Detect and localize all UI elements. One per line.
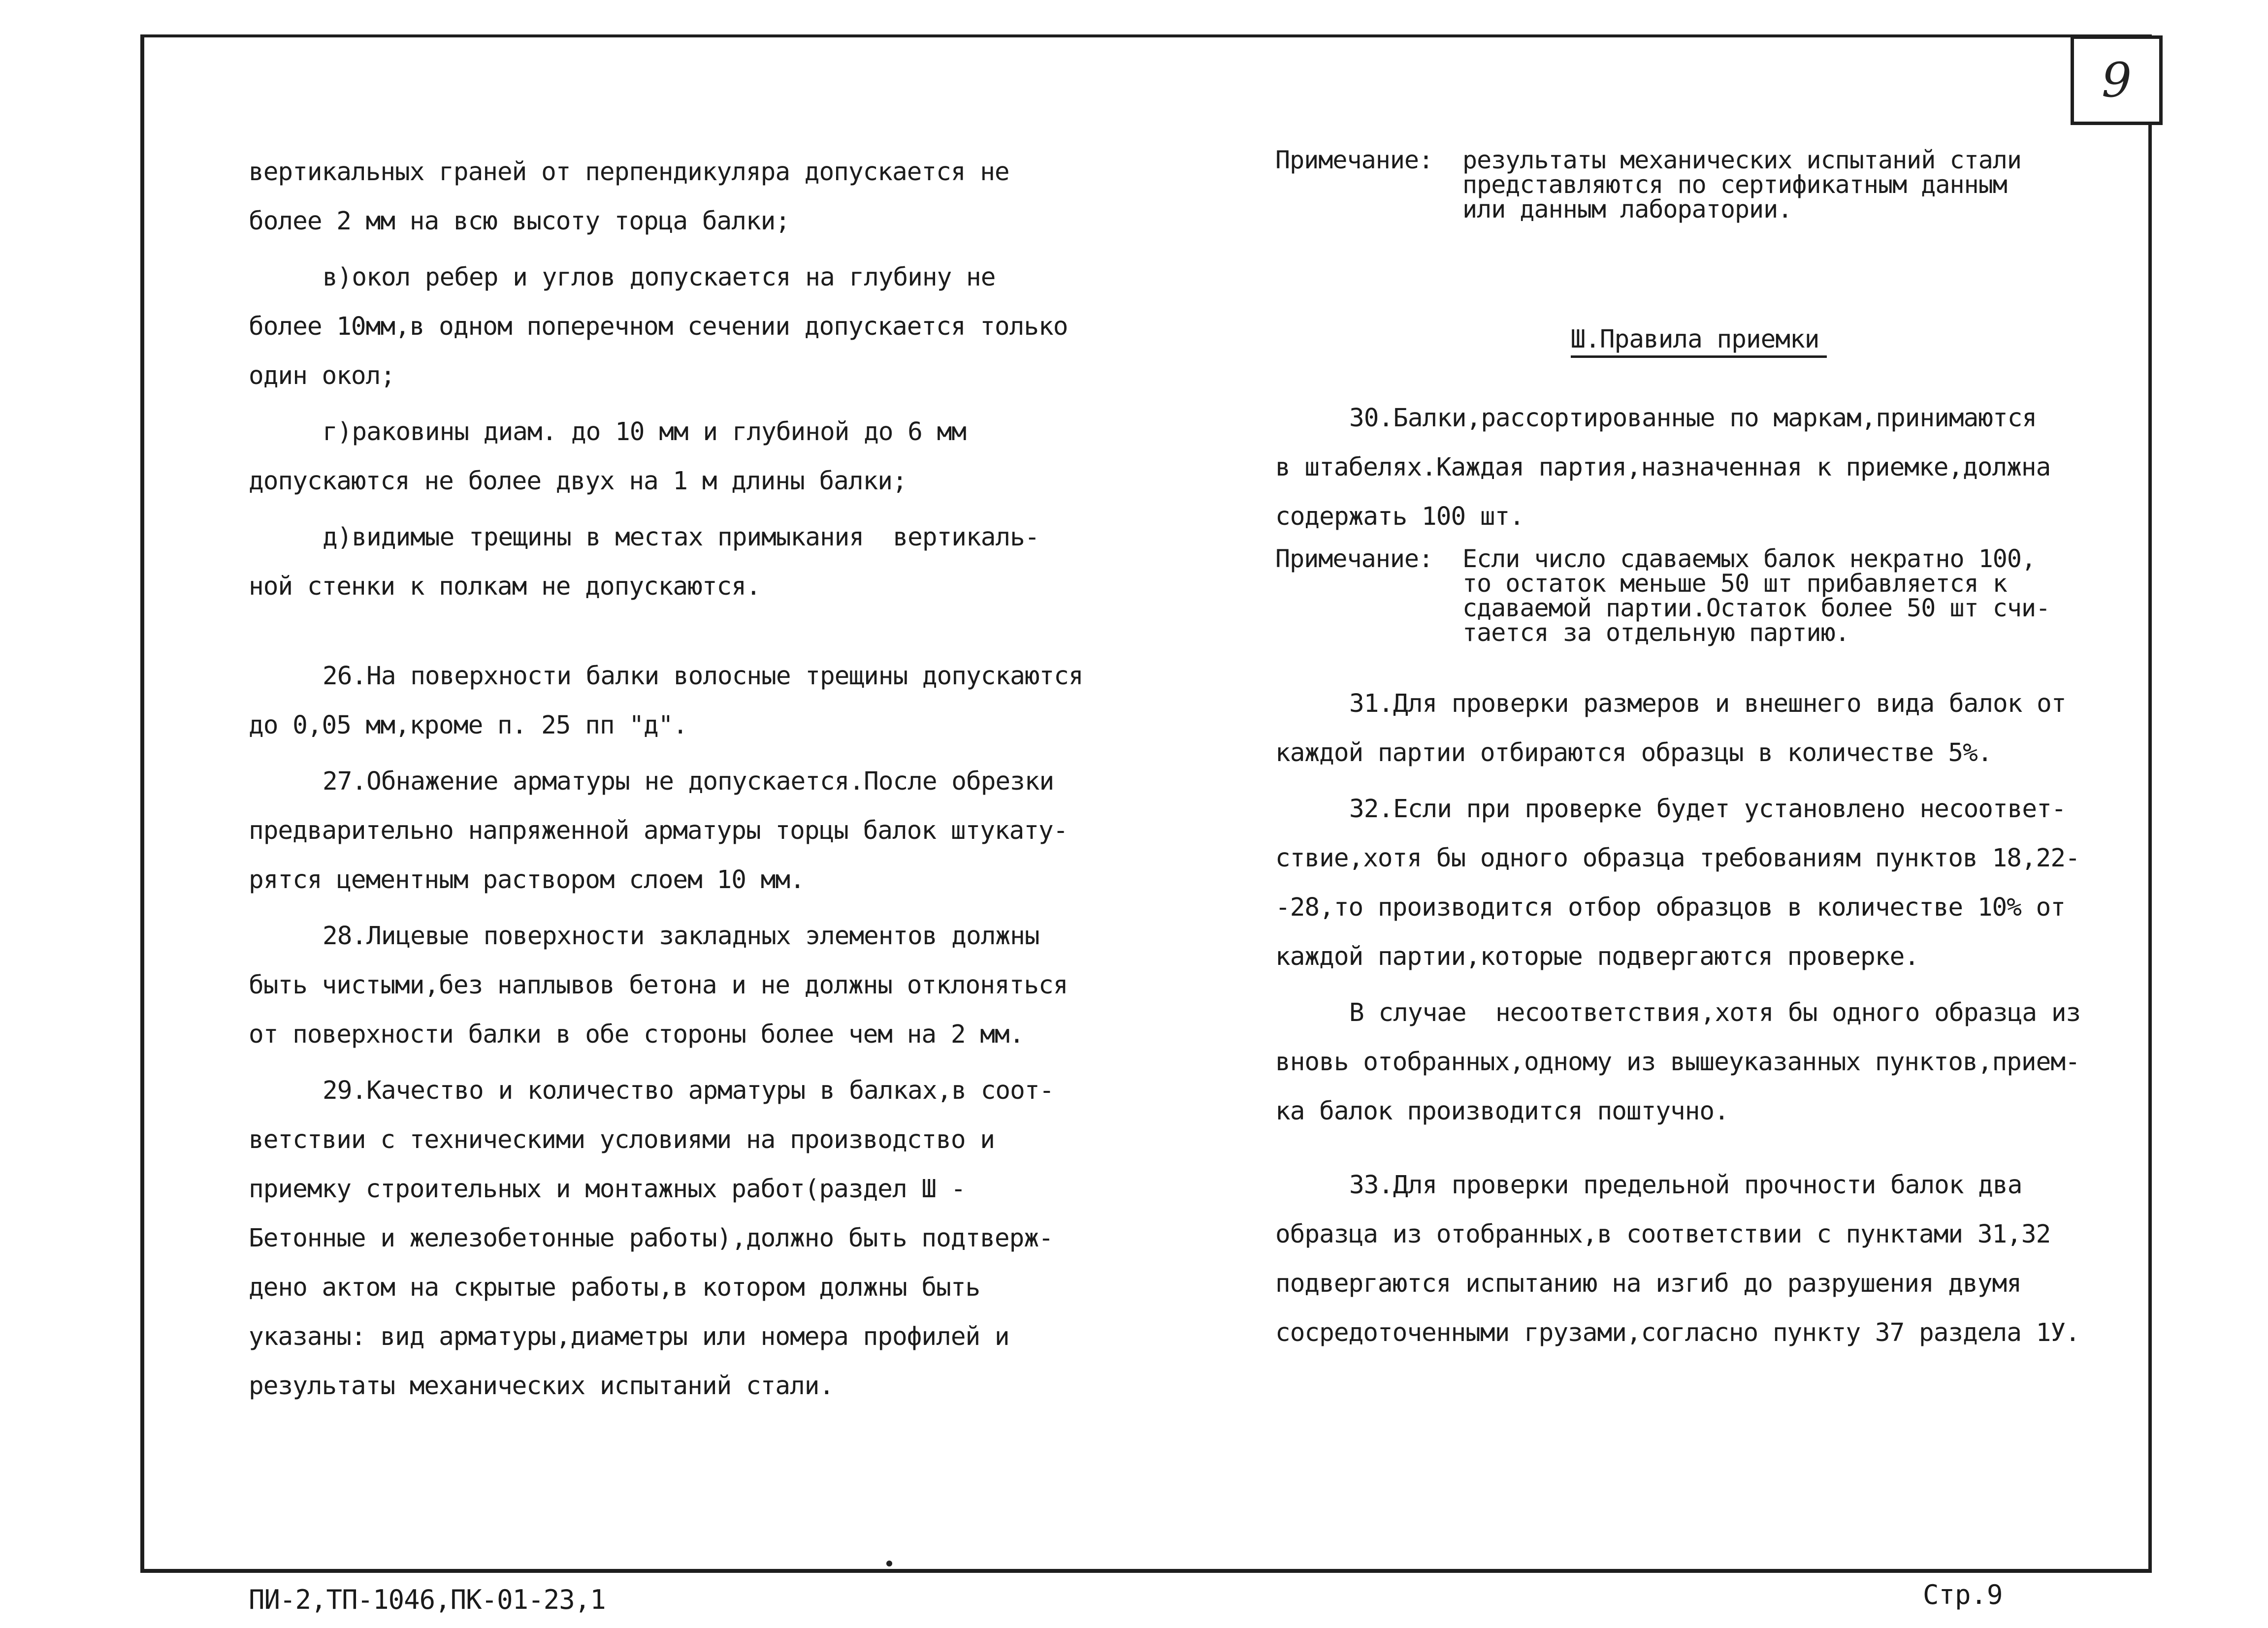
note-1 — [1275, 148, 2122, 222]
text-line: вертикальных граней от перпендикуляра допускается не — [249, 158, 1009, 187]
text-line: более 10мм,в одном поперечном сечении допускается только — [249, 312, 1068, 341]
paragraph-32b-line: В случае несоответствия,хотя бы одного образца из — [1349, 998, 2081, 1027]
document-code: ПИ-2,ТП-1046,ПК-01-23,1 — [249, 1584, 606, 1615]
note-label: Примечание: — [1275, 544, 1433, 573]
note-line: сдаваемой партии.Остаток более 50 шт счи- — [1462, 594, 2050, 622]
paragraph-26-line: до 0,05 мм,кроме п. 25 пп "д". — [249, 711, 688, 740]
note-line: тается за отдельную партию. — [1462, 618, 1849, 647]
paragraph-32b-line: ка балок производится поштучно. — [1275, 1097, 1729, 1126]
paragraph-33-line: подвергаются испытанию на изгиб до разрушения двумя — [1275, 1269, 2021, 1298]
text-line: г)раковины диам. до 10 мм и глубиной до 6 мм — [323, 417, 967, 447]
section-heading — [1275, 315, 2122, 364]
paragraph-30-line: в штабелях.Каждая партия,назначенная к приемке,должна — [1275, 453, 2051, 482]
paragraph-29-line: ветствии с техническими условиями на производство и — [249, 1125, 995, 1154]
paragraph-29-line: дено актом на скрытые работы,в котором должны быть — [249, 1273, 980, 1302]
text-line: в)окол ребер и углов допускается на глубину не — [323, 263, 996, 292]
note-line: Если число сдаваемых балок некратно 100, — [1462, 544, 2036, 573]
paragraph-32-line: ствие,хотя бы одного образца требованиям пунктов 18,22- — [1275, 844, 2080, 873]
paragraph-28-line: от поверхности балки в обе стороны более чем на 2 мм. — [249, 1020, 1024, 1049]
paragraph-33-line: образца из отобранных,в соответствии с пунктами 31,32 — [1275, 1220, 2051, 1249]
paragraph-29-line: Бетонные и железобетонные работы),должно быть подтверж- — [249, 1224, 1053, 1253]
paragraph-29-line: 29.Качество и количество арматуры в балках,в соот- — [323, 1076, 1054, 1105]
paragraph-32b-line: вновь отобранных,одному из вышеуказанных пунктов,прием- — [1275, 1048, 2080, 1077]
paragraph-30-line: 30.Балки,рассортированные по маркам,принимаются — [1349, 404, 2037, 433]
page-number: 9 — [2101, 53, 2132, 108]
paragraph-29-line: указаны: вид арматуры,диаметры или номера профилей и — [249, 1322, 1009, 1351]
paragraph-31-line: 31.Для проверки размеров и внешнего вида балок от — [1349, 689, 2066, 718]
note-line: то остаток меньше 50 шт прибавляется к — [1462, 569, 2007, 598]
paragraph-29-line: результаты механических испытаний стали. — [249, 1372, 834, 1401]
note-label: Примечание: — [1275, 146, 1433, 174]
paragraph-30-line: содержать 100 шт. — [1275, 502, 1524, 531]
note-2 — [1275, 546, 2122, 645]
note-line: или данным лаборатории. — [1462, 195, 1792, 223]
paragraph-32-line: 32.Если при проверке будет установлено несоответ- — [1349, 795, 2066, 824]
paragraph-31-line: каждой партии отбираются образцы в количестве 5%. — [1275, 738, 1992, 767]
paragraph-27-line: 27.Обнажение арматуры не допускается.После обрезки — [323, 767, 1054, 796]
paragraph-33-line: сосредоточенными грузами,согласно пункту 37 раздела 1У. — [1275, 1318, 2080, 1347]
paragraph-28-line: быть чистыми,без наплывов бетона и не должны отклоняться — [249, 971, 1068, 1000]
left-column — [249, 148, 1184, 1411]
section-heading-text: Ш.Правила приемки — [1571, 325, 1827, 358]
paragraph-29-line: приемку строительных и монтажных работ(раздел Ш - — [249, 1175, 966, 1204]
scan-mark — [886, 1561, 892, 1566]
paragraph-32-line: -28,то производится отбор образцов в количестве 10% от — [1275, 893, 2066, 922]
page-label: Стр.9 — [1923, 1579, 2003, 1610]
paragraph-33-line: 33.Для проверки предельной прочности балок два — [1349, 1171, 2022, 1200]
note-line: представляются по сертификатным данным — [1462, 170, 2007, 199]
page-number-box — [2071, 35, 2163, 125]
text-line: допускаются не более двух на 1 м длины балки; — [249, 467, 907, 496]
paragraph-32-line: каждой партии,которые подвергаются проверке. — [1275, 942, 1919, 971]
paragraph-26-line: 26.На поверхности балки волосные трещины допускаются — [323, 662, 1083, 691]
text-line: более 2 мм на всю высоту торца балки; — [249, 207, 790, 236]
right-column — [1275, 148, 2122, 1358]
text-line: один окол; — [249, 361, 395, 390]
paragraph-27-line: предварительно напряженной арматуры торцы балок штукату- — [249, 816, 1068, 845]
paragraph-28-line: 28.Лицевые поверхности закладных элементов должны — [323, 922, 1039, 951]
paragraph-27-line: рятся цементным раствором слоем 10 мм. — [249, 865, 805, 894]
text-line: д)видимые трещины в местах примыкания вертикаль- — [323, 523, 1039, 552]
text-line: ной стенки к полкам не допускаются. — [249, 572, 761, 601]
note-line: результаты механических испытаний стали — [1462, 146, 2021, 174]
